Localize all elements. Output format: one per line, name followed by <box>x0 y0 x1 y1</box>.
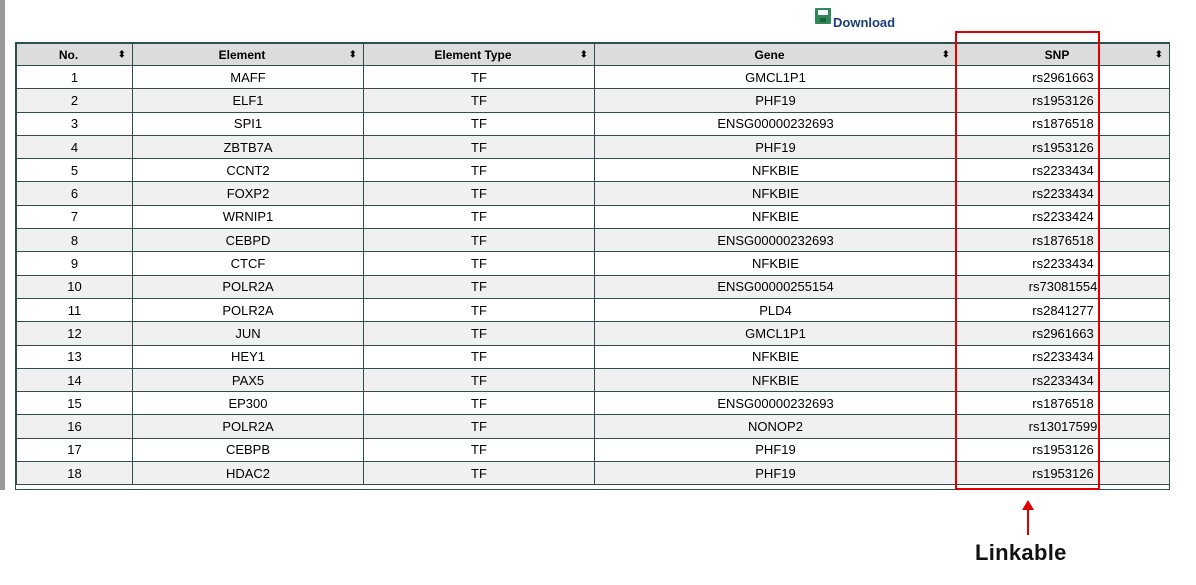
cell-gene: PLD4 <box>595 298 957 321</box>
cell-gene: NFKBIE <box>595 159 957 182</box>
cell-gene: ENSG00000232693 <box>595 392 957 415</box>
cell-snp-link[interactable]: rs1953126 <box>957 438 1170 461</box>
cell-element: CTCF <box>133 252 364 275</box>
cell-no: 10 <box>17 275 133 298</box>
cell-gene: NONOP2 <box>595 415 957 438</box>
cell-element-type: TF <box>364 462 595 485</box>
cell-gene: GMCL1P1 <box>595 66 957 89</box>
cell-snp-link[interactable]: rs2841277 <box>957 298 1170 321</box>
cell-element-type: TF <box>364 89 595 112</box>
cell-gene: NFKBIE <box>595 252 957 275</box>
cell-element: HEY1 <box>133 345 364 368</box>
cell-element: EP300 <box>133 392 364 415</box>
cell-gene: NFKBIE <box>595 345 957 368</box>
column-header-label: SNP <box>1044 47 1070 62</box>
cell-no: 9 <box>17 252 133 275</box>
cell-element-type: TF <box>364 229 595 252</box>
table-row <box>17 462 1170 485</box>
cell-element-type: TF <box>364 392 595 415</box>
cell-gene: NFKBIE <box>595 182 957 205</box>
cell-no: 12 <box>17 322 133 345</box>
table-row <box>17 229 1170 252</box>
cell-gene: NFKBIE <box>595 368 957 391</box>
cell-gene: NFKBIE <box>595 205 957 228</box>
cell-element: PAX5 <box>133 368 364 391</box>
download-label: Download <box>833 15 896 30</box>
table-row <box>17 135 1170 158</box>
table-row <box>17 66 1170 89</box>
linkable-annotation: Linkable <box>975 540 1067 565</box>
cell-snp-link[interactable]: rs2233434 <box>957 345 1170 368</box>
cell-snp-link[interactable]: rs2233434 <box>957 182 1170 205</box>
window-edge <box>0 0 5 490</box>
table-row <box>17 159 1170 182</box>
cell-element: ELF1 <box>133 89 364 112</box>
cell-snp-link[interactable]: rs2233434 <box>957 368 1170 391</box>
cell-no: 16 <box>17 415 133 438</box>
table-row <box>17 392 1170 415</box>
column-header-label: Element <box>218 47 266 62</box>
column-header-label: Element Type <box>434 47 512 62</box>
cell-gene: PHF19 <box>595 89 957 112</box>
cell-snp-link[interactable]: rs2961663 <box>957 66 1170 89</box>
table-row <box>17 182 1170 205</box>
cell-element-type: TF <box>364 135 595 158</box>
cell-gene: PHF19 <box>595 438 957 461</box>
cell-snp-link[interactable]: rs1953126 <box>957 462 1170 485</box>
cell-snp-link[interactable]: rs2233424 <box>957 205 1170 228</box>
sort-icon[interactable]: ⬍ <box>941 49 950 60</box>
column-header-element[interactable] <box>133 44 364 66</box>
column-header-snp[interactable] <box>957 44 1170 66</box>
cell-snp-link[interactable]: rs1953126 <box>957 135 1170 158</box>
column-header-label: Gene <box>754 47 785 62</box>
sort-icon[interactable]: ⬍ <box>1154 49 1163 60</box>
cell-element: JUN <box>133 322 364 345</box>
column-header-gene[interactable] <box>595 44 957 66</box>
cell-snp-link[interactable]: rs1876518 <box>957 392 1170 415</box>
cell-no: 1 <box>17 66 133 89</box>
cell-no: 11 <box>17 298 133 321</box>
cell-gene: GMCL1P1 <box>595 322 957 345</box>
cell-element: POLR2A <box>133 415 364 438</box>
cell-element: CCNT2 <box>133 159 364 182</box>
table-row <box>17 415 1170 438</box>
cell-no: 7 <box>17 205 133 228</box>
cell-no: 6 <box>17 182 133 205</box>
cell-element-type: TF <box>364 252 595 275</box>
cell-snp-link[interactable]: rs2233434 <box>957 252 1170 275</box>
table-body <box>17 66 1170 485</box>
cell-element-type: TF <box>364 438 595 461</box>
sort-icon[interactable]: ⬍ <box>579 49 588 60</box>
cell-element: CEBPD <box>133 229 364 252</box>
table-header-row <box>17 44 1170 66</box>
cell-snp-link[interactable]: rs2233434 <box>957 159 1170 182</box>
cell-snp-link[interactable]: rs1876518 <box>957 229 1170 252</box>
table-row <box>17 438 1170 461</box>
cell-no: 3 <box>17 112 133 135</box>
table-row <box>17 345 1170 368</box>
cell-gene: PHF19 <box>595 462 957 485</box>
cell-gene: ENSG00000255154 <box>595 275 957 298</box>
table-row <box>17 89 1170 112</box>
cell-no: 17 <box>17 438 133 461</box>
cell-element: FOXP2 <box>133 182 364 205</box>
cell-no: 5 <box>17 159 133 182</box>
cell-element: POLR2A <box>133 298 364 321</box>
floppy-disk-icon <box>815 8 831 24</box>
cell-element-type: TF <box>364 298 595 321</box>
download-button[interactable] <box>815 8 895 30</box>
column-header-no[interactable] <box>17 44 133 66</box>
results-table <box>16 43 1170 485</box>
cell-element-type: TF <box>364 159 595 182</box>
arrow-shaft <box>1027 508 1029 535</box>
cell-no: 14 <box>17 368 133 391</box>
cell-element: SPI1 <box>133 112 364 135</box>
cell-no: 2 <box>17 89 133 112</box>
cell-no: 4 <box>17 135 133 158</box>
column-header-element-type[interactable] <box>364 44 595 66</box>
sort-icon[interactable]: ⬍ <box>348 49 357 60</box>
cell-element-type: TF <box>364 205 595 228</box>
table-row <box>17 112 1170 135</box>
table-row <box>17 275 1170 298</box>
table-row <box>17 322 1170 345</box>
cell-element-type: TF <box>364 368 595 391</box>
cell-element: ZBTB7A <box>133 135 364 158</box>
cell-no: 18 <box>17 462 133 485</box>
cell-element-type: TF <box>364 66 595 89</box>
cell-snp-link[interactable]: rs2961663 <box>957 322 1170 345</box>
cell-gene: ENSG00000232693 <box>595 229 957 252</box>
table-row <box>17 252 1170 275</box>
cell-element-type: TF <box>364 415 595 438</box>
cell-snp-link[interactable]: rs73081554 <box>957 275 1170 298</box>
results-table-container <box>15 42 1170 490</box>
cell-snp-link[interactable]: rs1876518 <box>957 112 1170 135</box>
cell-element: MAFF <box>133 66 364 89</box>
cell-snp-link[interactable]: rs1953126 <box>957 89 1170 112</box>
cell-gene: ENSG00000232693 <box>595 112 957 135</box>
cell-gene: PHF19 <box>595 135 957 158</box>
cell-no: 15 <box>17 392 133 415</box>
cell-element: CEBPB <box>133 438 364 461</box>
cell-element: POLR2A <box>133 275 364 298</box>
cell-element-type: TF <box>364 345 595 368</box>
cell-element: HDAC2 <box>133 462 364 485</box>
cell-element-type: TF <box>364 112 595 135</box>
sort-icon[interactable]: ⬍ <box>117 49 126 60</box>
cell-element-type: TF <box>364 275 595 298</box>
cell-snp-link[interactable]: rs13017599 <box>957 415 1170 438</box>
table-row <box>17 368 1170 391</box>
cell-no: 8 <box>17 229 133 252</box>
column-header-label: No. <box>58 47 79 62</box>
cell-element-type: TF <box>364 182 595 205</box>
table-row <box>17 298 1170 321</box>
cell-element-type: TF <box>364 322 595 345</box>
cell-no: 13 <box>17 345 133 368</box>
cell-element: WRNIP1 <box>133 205 364 228</box>
table-row <box>17 205 1170 228</box>
